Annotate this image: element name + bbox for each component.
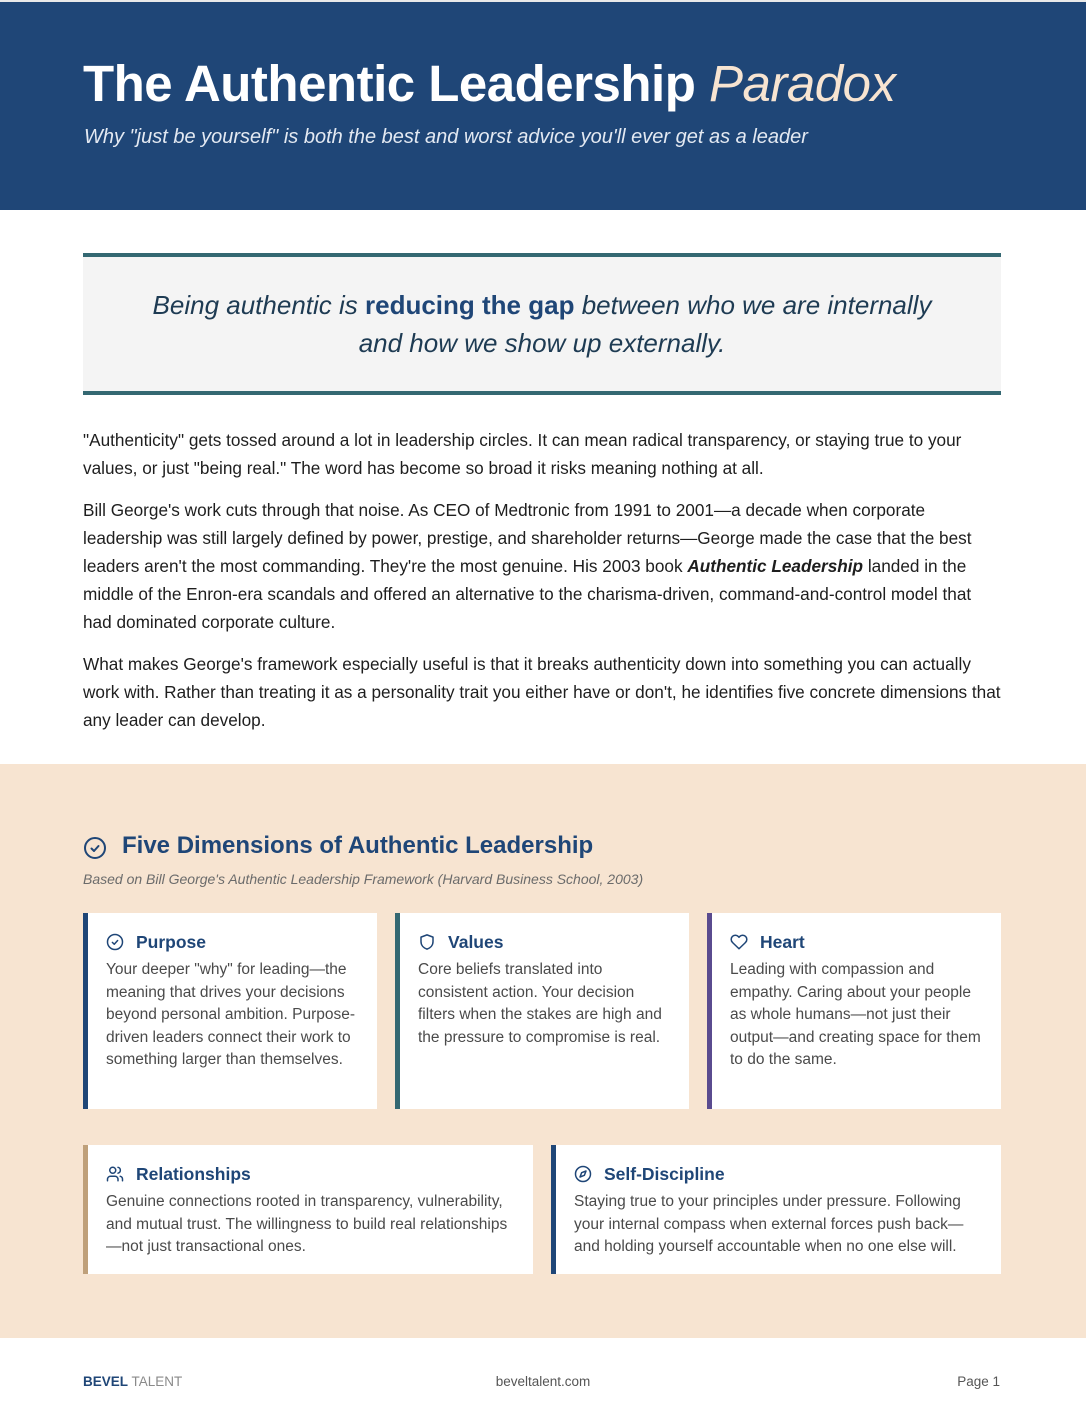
check-circle-icon bbox=[106, 933, 124, 951]
dimension-card-relationships bbox=[83, 1145, 533, 1274]
dimension-card-values bbox=[395, 913, 689, 1109]
page-footer bbox=[0, 1338, 1086, 1408]
paragraph-2-after: landed in the middle of the Enron-era scandals and offered an alternative to the charisma-driven, command-and-control model that had dominated corporate culture. bbox=[83, 556, 972, 632]
paragraph-2 bbox=[83, 496, 1003, 636]
pull-quote bbox=[83, 253, 1001, 395]
paragraph-1: "Authenticity" gets tossed around a lot in leadership circles. It can mean radical transparency, or staying true to your values, or just "being real." The word has become so broad it risks meaning nothing at all. bbox=[83, 430, 962, 478]
card-title: Purpose bbox=[136, 931, 207, 952]
shield-icon bbox=[418, 933, 436, 951]
card-description: Staying true to your principles under pressure. Following your internal compass when external forces push back—and holding yourself accountable when no one else will. bbox=[574, 1193, 964, 1256]
dimensions-source: Based on Bill George's Authentic Leadership Framework (Harvard Business School, 2003) bbox=[83, 871, 644, 887]
dimensions-heading bbox=[83, 832, 593, 860]
page-number: Page 1 bbox=[957, 1374, 1000, 1389]
pull-quote-text bbox=[132, 286, 952, 362]
quote-after: between who we are internally and how we show up externally. bbox=[358, 290, 932, 358]
card-title: Self-Discipline bbox=[604, 1163, 725, 1184]
quote-emphasis: reducing the gap bbox=[365, 290, 575, 320]
card-title: Relationships bbox=[136, 1163, 251, 1184]
dimension-card-heart bbox=[707, 913, 1001, 1109]
check-circle-icon bbox=[83, 836, 107, 860]
page-subtitle: Why "just be yourself" is both the best and worst advice you'll ever get as a leader bbox=[84, 126, 808, 148]
card-description: Genuine connections rooted in transparency, vulnerability, and mutual trust. The willingness to build real relationships—not just transactional ones. bbox=[106, 1193, 508, 1256]
paragraph-3: What makes George's framework especially useful is that it breaks authenticity down into something you can actually work with. Rather than treating it as a personality trait you either have or don't, he identifies five concrete dimensions that any leader can develop. bbox=[83, 654, 1001, 730]
users-icon bbox=[106, 1165, 124, 1183]
title-accent: Paradox bbox=[709, 55, 896, 112]
heart-icon bbox=[730, 933, 748, 951]
card-description: Your deeper "why" for leading—the meaning that drives your decisions beyond personal ambition. Purpose-driven leaders connect their work to something larger than themselves. bbox=[106, 961, 356, 1069]
card-description: Core beliefs translated into consistent action. Your decision filters when the stakes are high and the pressure to compromise is real. bbox=[418, 961, 662, 1046]
paragraph-2-before: Bill George's work cuts through that noise. As CEO of Medtronic from 1991 to 2001—a decade when corporate leadership was still largely defined by power, prestige, and shareholder returns—George made the case that the best leaders aren't the most commanding. They're the most genuine. His 2003 book bbox=[83, 500, 972, 576]
compass-icon bbox=[574, 1165, 592, 1183]
dimensions-section bbox=[0, 764, 1086, 1338]
book-title: Authentic Leadership bbox=[687, 556, 864, 576]
brand-bold: BEVEL bbox=[83, 1374, 129, 1389]
title-main: The Authentic Leadership bbox=[83, 55, 696, 112]
brand-light: TALENT bbox=[128, 1374, 183, 1389]
website-link[interactable]: beveltalent.com bbox=[495, 1374, 591, 1389]
quote-before: Being authentic is bbox=[152, 290, 365, 320]
intro-body bbox=[83, 426, 1003, 748]
card-title: Heart bbox=[760, 931, 805, 952]
page-title bbox=[83, 54, 896, 113]
card-title: Values bbox=[448, 931, 504, 952]
dimension-card-self-discipline bbox=[551, 1145, 1001, 1274]
dimensions-title: Five Dimensions of Authentic Leadership bbox=[122, 832, 594, 859]
dimension-card-purpose bbox=[83, 913, 377, 1109]
page-header bbox=[0, 2, 1086, 210]
card-description: Leading with compassion and empathy. Caring about your people as whole humans—not just their output—and creating space for them to do the same. bbox=[730, 961, 981, 1069]
